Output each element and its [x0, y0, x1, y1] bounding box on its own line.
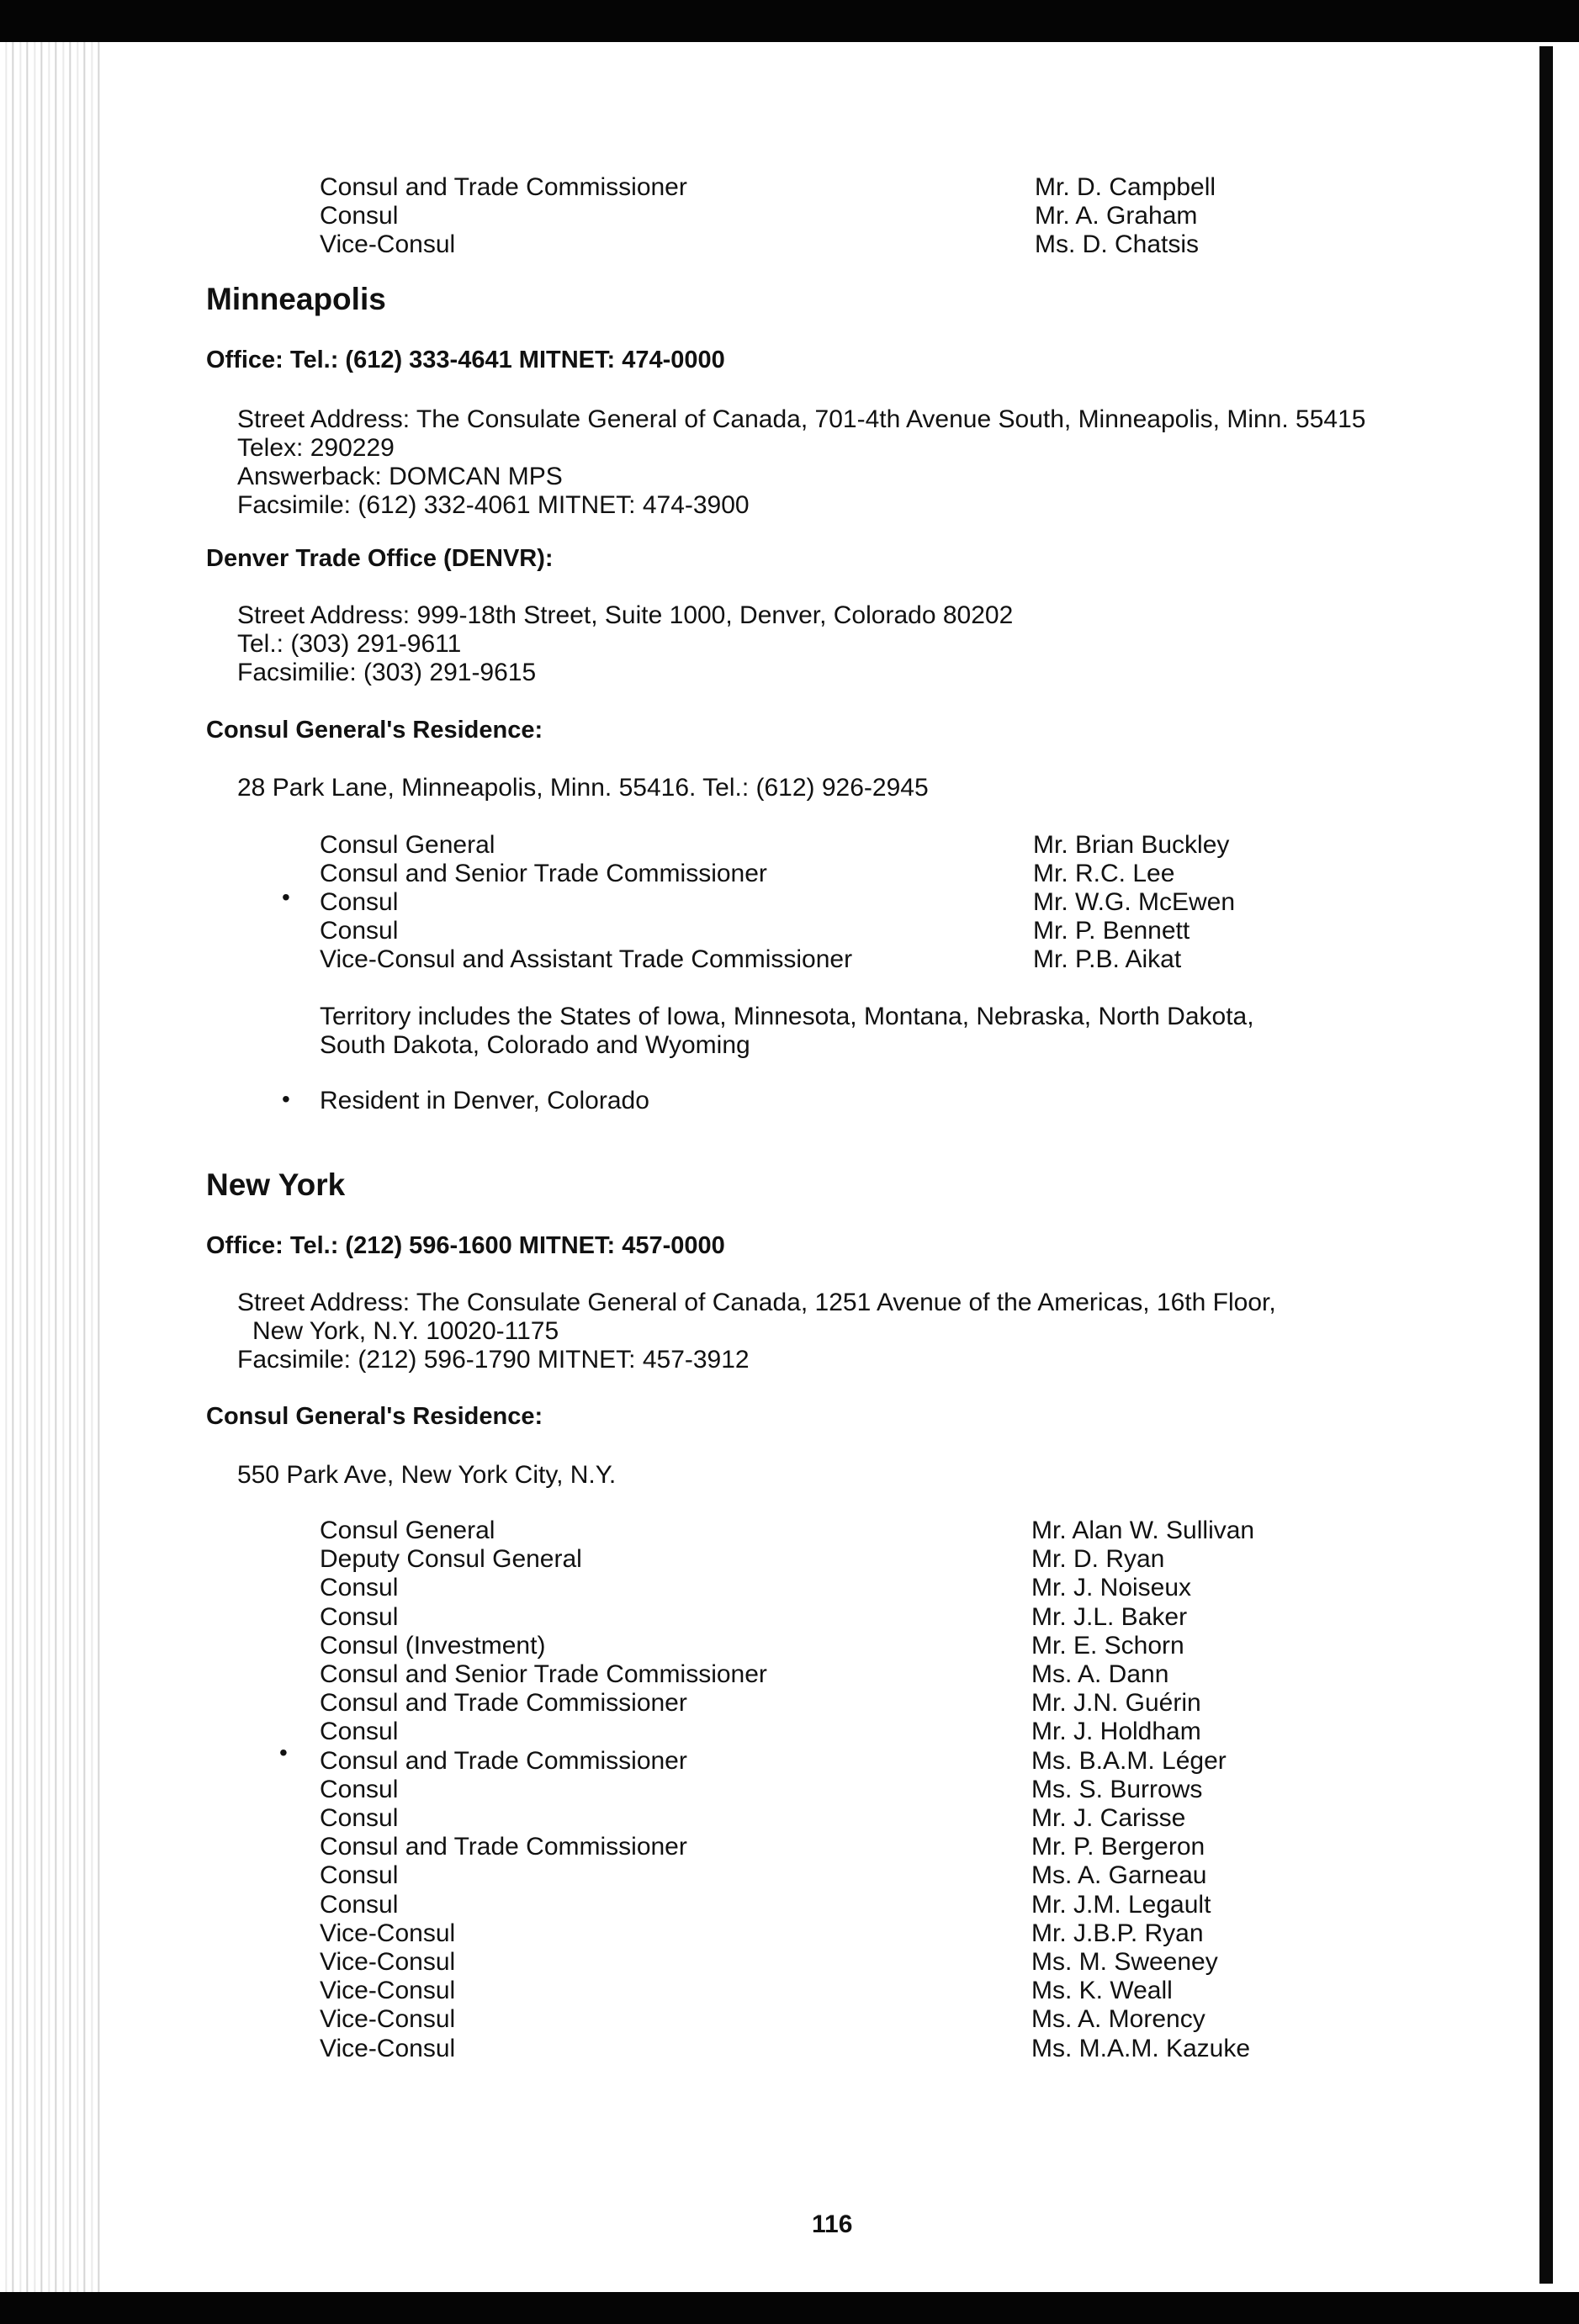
- staff-name: Mr. Brian Buckley: [1033, 831, 1230, 859]
- denver-heading: Denver Trade Office (DENVR):: [206, 545, 554, 572]
- new-york-residence: 550 Park Ave, New York City, N.Y.: [237, 1461, 617, 1489]
- new-york-residence-heading: Consul General's Residence:: [206, 1403, 543, 1430]
- denver-resident-marker: •: [282, 884, 290, 910]
- minneapolis-telex: Telex: 290229: [237, 434, 395, 462]
- staff-title: Consul General: [320, 831, 495, 859]
- staff-name: Mr. J. Holdham: [1031, 1718, 1201, 1746]
- staff-title: Vice-Consul: [320, 1948, 456, 1976]
- staff-title: Consul and Trade Commissioner: [320, 173, 687, 201]
- staff-title: Vice-Consul: [320, 2005, 456, 2034]
- staff-title: Consul General: [320, 1517, 495, 1544]
- page-number: 116: [812, 2210, 853, 2238]
- staff-title: Consul: [320, 1804, 399, 1832]
- staff-name: Mr. P. Bennett: [1033, 917, 1190, 945]
- new-york-heading: New York: [206, 1167, 346, 1202]
- minneapolis-answerback: Answerback: DOMCAN MPS: [237, 463, 563, 490]
- minneapolis-street: Street Address: The Consulate General of Canada, 701-4th Avenue South, Minneapolis, Minn. 55415: [237, 405, 1366, 433]
- staff-name: Mr. J.B.P. Ryan: [1031, 1919, 1204, 1947]
- staff-name: Mr. J. Noiseux: [1031, 1574, 1192, 1602]
- staff-title: Vice-Consul: [320, 230, 456, 258]
- staff-name: Mr. J. Carisse: [1031, 1804, 1186, 1832]
- minneapolis-facsimile: Facsimile: (612) 332-4061 MITNET: 474-3900: [237, 491, 750, 519]
- staff-name: Mr. J.M. Legault: [1031, 1890, 1211, 1919]
- new-york-facsimile: Facsimile: (212) 596-1790 MITNET: 457-3912: [237, 1346, 750, 1374]
- denver-tel: Tel.: (303) 291-9611: [237, 630, 462, 658]
- staff-title: Consul: [320, 1890, 399, 1919]
- staff-name: Ms. A. Morency: [1031, 2005, 1205, 2034]
- staff-name: Mr. D. Campbell: [1035, 173, 1216, 201]
- denver-street: Street Address: 999-18th Street, Suite 1000, Denver, Colorado 80202: [237, 601, 1014, 629]
- staff-name: Mr. A. Graham: [1035, 202, 1198, 230]
- territory-line-1: Territory includes the States of Iowa, Minnesota, Montana, Nebraska, North Dakota,: [320, 1003, 1254, 1030]
- staff-name: Ms. M. Sweeney: [1031, 1948, 1218, 1976]
- resident-note-bullet: •: [282, 1086, 290, 1112]
- staff-name: Ms. M.A.M. Kazuke: [1031, 2034, 1251, 2062]
- staff-name: Ms. A. Garneau: [1031, 1861, 1207, 1890]
- staff-title: Consul: [320, 917, 399, 945]
- staff-title: Consul and Trade Commissioner: [320, 1746, 687, 1775]
- staff-name: Mr. P. Bergeron: [1031, 1833, 1205, 1861]
- staff-title: Vice-Consul: [320, 1919, 456, 1947]
- staff-title: Consul: [320, 888, 399, 916]
- resident-note: Resident in Denver, Colorado: [320, 1087, 649, 1114]
- staff-title: Consul: [320, 1775, 399, 1803]
- staff-title: Consul: [320, 1861, 399, 1890]
- minneapolis-heading: Minneapolis: [206, 282, 386, 316]
- denver-fax: Facsimilie: (303) 291-9615: [237, 659, 537, 686]
- staff-name: Ms. B.A.M. Léger: [1031, 1746, 1227, 1775]
- staff-title: Consul and Senior Trade Commissioner: [320, 860, 767, 887]
- staff-title: Consul: [320, 1718, 399, 1746]
- staff-name: Mr. D. Ryan: [1031, 1545, 1165, 1574]
- staff-name: Ms. K. Weall: [1031, 1977, 1173, 2005]
- staff-title: Consul and Senior Trade Commissioner: [320, 1660, 767, 1688]
- staff-title: Consul: [320, 1574, 399, 1602]
- staff-name: Mr. E. Schorn: [1031, 1631, 1184, 1660]
- staff-name: Ms. A. Dann: [1031, 1660, 1169, 1688]
- staff-name: Mr. Alan W. Sullivan: [1031, 1517, 1255, 1544]
- staff-name: Mr. J.L. Baker: [1031, 1602, 1188, 1631]
- staff-name: Mr. P.B. Aikat: [1033, 945, 1182, 973]
- minneapolis-residence: 28 Park Lane, Minneapolis, Minn. 55416. Tel.: (612) 926-2945: [237, 774, 929, 802]
- staff-title: Deputy Consul General: [320, 1545, 582, 1574]
- new-york-street-line-1: Street Address: The Consulate General of Canada, 1251 Avenue of the Americas, 16th Floor,: [237, 1289, 1276, 1316]
- staff-title: Consul: [320, 1602, 399, 1631]
- staff-name: Ms. D. Chatsis: [1035, 230, 1200, 258]
- new-york-office: Office: Tel.: (212) 596-1600 MITNET: 457-0000: [206, 1232, 725, 1259]
- new-york-street-line-2: New York, N.Y. 10020-1175: [252, 1317, 559, 1345]
- staff-title: Vice-Consul and Assistant Trade Commissioner: [320, 945, 853, 973]
- staff-name: Mr. J.N. Guérin: [1031, 1689, 1201, 1718]
- staff-title: Consul (Investment): [320, 1631, 546, 1660]
- staff-title: Consul and Trade Commissioner: [320, 1833, 687, 1861]
- staff-title: Vice-Consul: [320, 1977, 456, 2005]
- staff-name: Ms. S. Burrows: [1031, 1775, 1203, 1803]
- new-york-starred-marker: •: [279, 1739, 288, 1765]
- minneapolis-office: Office: Tel.: (612) 333-4641 MITNET: 474-0000: [206, 347, 725, 373]
- staff-name: Mr. R.C. Lee: [1033, 860, 1175, 887]
- territory-line-2: South Dakota, Colorado and Wyoming: [320, 1031, 750, 1059]
- minneapolis-residence-heading: Consul General's Residence:: [206, 717, 543, 744]
- staff-title: Consul and Trade Commissioner: [320, 1689, 687, 1718]
- staff-title: Consul: [320, 202, 399, 230]
- staff-title: Vice-Consul: [320, 2034, 456, 2062]
- staff-name: Mr. W.G. McEwen: [1033, 888, 1236, 916]
